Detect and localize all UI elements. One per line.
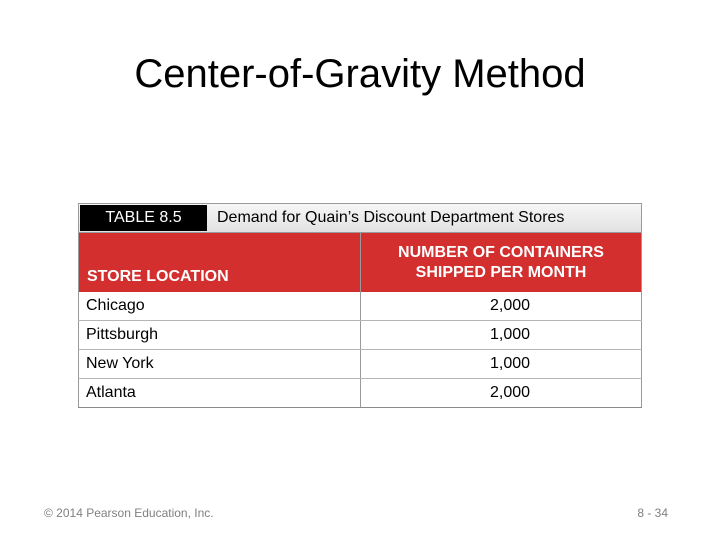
- table-caption-text: Demand for Quain’s Discount Department Stores: [217, 209, 565, 226]
- table-row: [79, 292, 642, 321]
- page-number: 8 - 34: [637, 506, 668, 520]
- table-header-row: [79, 233, 642, 292]
- table-number-tag: TABLE 8.5: [80, 205, 207, 231]
- header-store-location: STORE LOCATION: [79, 233, 361, 292]
- header-containers: [361, 233, 642, 292]
- table-row: [79, 321, 642, 350]
- demand-table: [78, 203, 642, 408]
- table-row: [79, 350, 642, 379]
- row-location: Pittsburgh: [79, 321, 361, 350]
- copyright-footer: © 2014 Pearson Education, Inc.: [44, 506, 214, 520]
- row-containers: 2,000: [361, 379, 642, 408]
- row-location: Atlanta: [79, 379, 361, 408]
- row-containers: 2,000: [361, 292, 642, 321]
- row-location: Chicago: [79, 292, 361, 321]
- table-row: [79, 379, 642, 408]
- row-containers: 1,000: [361, 321, 642, 350]
- header-containers-line1: NUMBER OF CONTAINERS: [398, 243, 604, 261]
- demand-data-table: [78, 233, 642, 408]
- slide-title: Center-of-Gravity Method: [134, 52, 586, 96]
- row-containers: 1,000: [361, 350, 642, 379]
- table-caption: [78, 203, 642, 233]
- row-location: New York: [79, 350, 361, 379]
- header-containers-line2: SHIPPED PER MONTH: [415, 263, 587, 281]
